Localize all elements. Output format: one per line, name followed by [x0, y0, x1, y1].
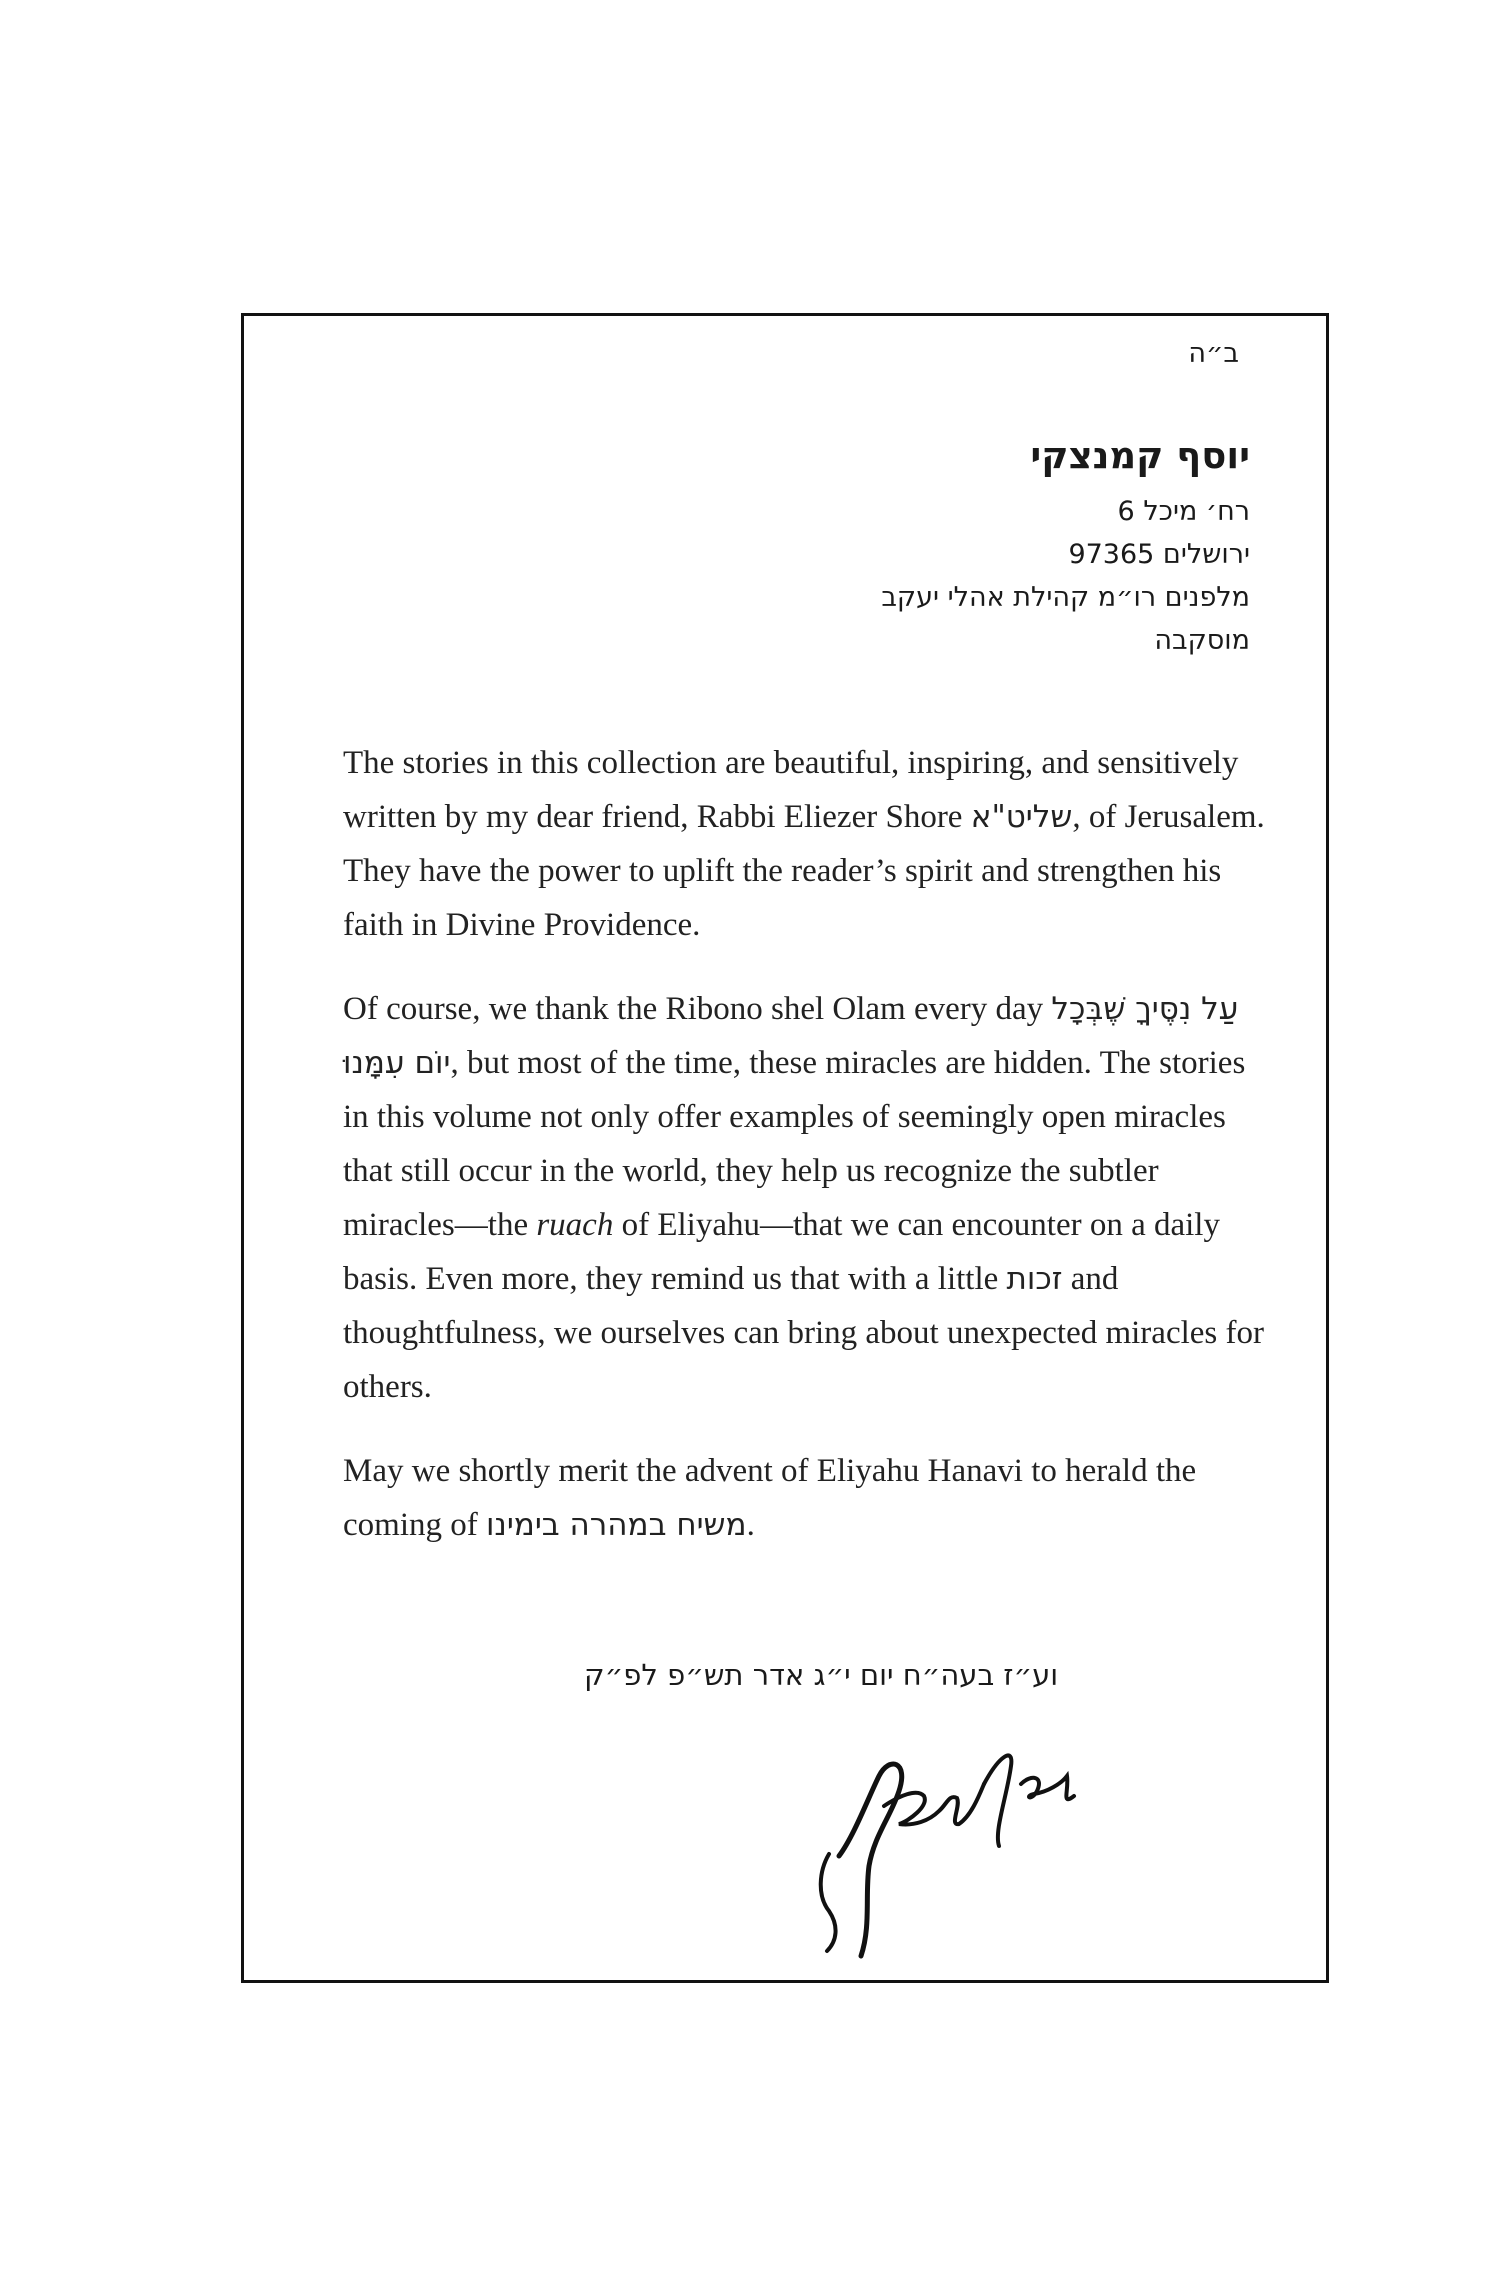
- signature: [799, 1736, 1099, 1966]
- letterhead-street: רח׳ מיכל 6: [1117, 496, 1250, 527]
- p2-text-a: Of course, we thank the Ribono shel Olam every day: [343, 991, 1044, 1027]
- bh-mark: ב״ה: [1188, 338, 1239, 369]
- letterhead-city: ירושלים 97365: [1068, 539, 1250, 570]
- p2-italic: ruach: [536, 1207, 614, 1243]
- p2-text-c: of Eliyahu—that we can encounter on a daily basis. Even more, they remind us that with a little: [343, 1207, 1220, 1297]
- p1-hebrew: שליט"א: [970, 799, 1073, 835]
- p2-text-d: and thoughtfulness, we ourselves can bring about unexpected miracles for others.: [343, 1261, 1264, 1405]
- letterhead-title: מלפנים רו״מ קהילת אהלי יעקב: [881, 582, 1250, 613]
- letter-body: [343, 736, 1273, 1582]
- p1-text-b: , of Jerusalem. They have the power to uplift the reader’s spirit and strengthen his faith in Divine Providence.: [343, 799, 1265, 943]
- p3-text-b: .: [746, 1507, 755, 1543]
- letterhead-title-city: מוסקבה: [1154, 625, 1250, 656]
- p2-text-b: , but most of the time, these miracles are hidden. The stories in this volume not only offer examples of seemingly open miracles that still occur in the world, they help us recognize the subtler miracles—the: [343, 1045, 1246, 1243]
- letterhead-name: יוסף קמנצקי: [1030, 434, 1250, 477]
- letter-frame: [241, 313, 1329, 1983]
- p3-text-a: May we shortly merit the advent of Eliyahu Hanavi to herald the coming of: [343, 1453, 1197, 1543]
- p3-hebrew: משיח במהרה בימינו: [485, 1507, 747, 1543]
- paragraph-2: [343, 982, 1273, 1414]
- paragraph-3: [343, 1444, 1273, 1552]
- letterhead: [881, 434, 1250, 662]
- p2-hebrew-2: זכות: [1006, 1261, 1063, 1297]
- closing-line: וע״ז בעה״ח יום י״ג אדר תש״פ לפ״ק: [584, 1658, 1059, 1692]
- paragraph-1: [343, 736, 1273, 952]
- p1-text-a: The stories in this collection are beautiful, inspiring, and sensitively written by my dear friend, Rabbi Eliezer Shore: [343, 745, 1239, 835]
- p2-hebrew: עַל נִסֶּיךָ שֶׁבְּכָל יוֹם עִמָּנוּ: [343, 991, 1239, 1081]
